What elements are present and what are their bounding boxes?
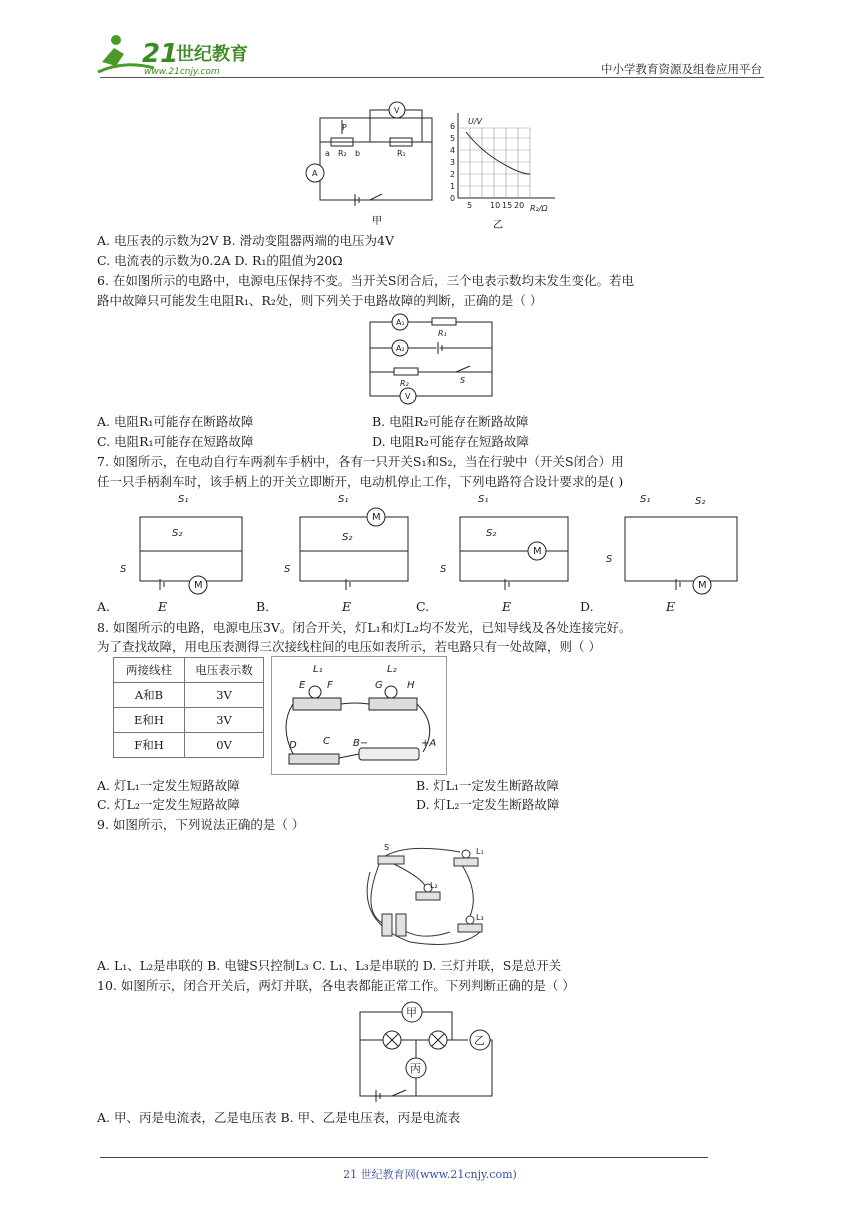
svg-text:V: V bbox=[405, 392, 411, 401]
table-cell: 3V bbox=[185, 708, 264, 733]
q7-b-e: E bbox=[342, 599, 352, 614]
q8-voltage-table bbox=[113, 657, 264, 758]
q5-figures bbox=[300, 98, 570, 233]
svg-text:M: M bbox=[698, 580, 707, 591]
footer-text: 21 世纪教育网(www.21cnjy.com) bbox=[343, 1168, 517, 1181]
svg-text:L₃: L₃ bbox=[476, 913, 484, 922]
svg-text:3: 3 bbox=[450, 158, 456, 167]
svg-text:S₂: S₂ bbox=[486, 528, 497, 539]
svg-text:S₁: S₁ bbox=[178, 494, 189, 505]
svg-text:S: S bbox=[284, 564, 291, 575]
logo-icon bbox=[94, 32, 264, 78]
q10-circuit bbox=[352, 996, 504, 1106]
q8-option-b: B. 灯L₁一定发生断路故障 bbox=[416, 778, 559, 793]
svg-text:M: M bbox=[194, 580, 203, 591]
q7-d-e: E bbox=[666, 599, 676, 614]
svg-text:4: 4 bbox=[450, 146, 456, 155]
q7-c-e: E bbox=[502, 599, 512, 614]
q8-option-d: D. 灯L₂一定发生断路故障 bbox=[416, 797, 560, 812]
q7-option-d: D. bbox=[580, 599, 594, 614]
table-row bbox=[114, 683, 264, 708]
svg-text:P: P bbox=[342, 123, 347, 132]
svg-text:甲: 甲 bbox=[406, 1006, 417, 1019]
svg-text:D: D bbox=[289, 740, 297, 751]
svg-text:S₁: S₁ bbox=[478, 494, 489, 505]
svg-text:世纪教育: 世纪教育 bbox=[176, 44, 248, 65]
svg-text:+A: +A bbox=[421, 738, 437, 749]
footer-divider bbox=[100, 1157, 708, 1158]
svg-text:L₁: L₁ bbox=[476, 847, 484, 856]
table-cell: A和B bbox=[114, 683, 185, 708]
q7-option-c: C. bbox=[416, 599, 430, 614]
q7-option-b: B． bbox=[256, 599, 278, 614]
svg-text:V: V bbox=[394, 106, 400, 115]
q5-options-cd: C. 电流表的示数为0.2A D. R₁的阻值为20Ω bbox=[97, 253, 343, 268]
table-row bbox=[114, 658, 264, 683]
q7-stem-1: 7. 如图所示，在电动自行车两刹车手柄中，各有一只开关S₁和S₂，当在行驶中（开关S闭合）用 bbox=[97, 454, 624, 469]
q7-option-a: A. bbox=[97, 599, 111, 614]
q6-option-c: C. 电阻R₁可能存在短路故障 bbox=[97, 434, 254, 449]
svg-text:乙: 乙 bbox=[493, 220, 503, 231]
svg-text:R₁: R₁ bbox=[438, 329, 447, 338]
svg-text:L₂: L₂ bbox=[387, 664, 397, 675]
table-cell: E和H bbox=[114, 708, 185, 733]
svg-text:F: F bbox=[327, 680, 333, 691]
q7-stem-2: 任一只手柄刹车时，该手柄上的开关立即断开，电动机停止工作，下列电路符合设计要求的是( ) bbox=[97, 474, 624, 489]
svg-text:L₂: L₂ bbox=[430, 881, 438, 890]
q6-option-a: A. 电阻R₁可能存在断路故障 bbox=[97, 414, 254, 429]
svg-text:10: 10 bbox=[490, 201, 501, 210]
svg-text:R₂: R₂ bbox=[338, 149, 347, 158]
svg-text:A: A bbox=[312, 169, 318, 178]
q8-stem-2: 为了查找故障，用电压表测得三次接线柱间的电压如表所示，若电路只有一处故障，则（ ） bbox=[97, 639, 601, 654]
svg-text:S₂: S₂ bbox=[342, 532, 353, 543]
table-row bbox=[114, 733, 264, 758]
svg-text:S: S bbox=[120, 564, 127, 575]
table-header: 两接线柱 bbox=[114, 658, 185, 683]
svg-text:a: a bbox=[325, 149, 330, 158]
table-cell: F和H bbox=[114, 733, 185, 758]
svg-text:20: 20 bbox=[514, 201, 525, 210]
svg-text:2: 2 bbox=[450, 170, 456, 179]
q9-stem: 9. 如图所示，下列说法正确的是（ ） bbox=[97, 817, 305, 832]
svg-text:S₂: S₂ bbox=[695, 496, 706, 507]
svg-text:S₁: S₁ bbox=[640, 494, 651, 505]
q6-option-d: D. 电阻R₂可能存在短路故障 bbox=[372, 434, 529, 449]
q7-a-e: E bbox=[158, 599, 168, 614]
svg-text:b: b bbox=[355, 149, 361, 158]
table-cell: 3V bbox=[185, 683, 264, 708]
svg-text:R₂: R₂ bbox=[400, 379, 409, 388]
svg-text:5: 5 bbox=[467, 201, 473, 210]
svg-text:甲: 甲 bbox=[372, 216, 382, 227]
q8-option-c: C. 灯L₂一定发生短路故障 bbox=[97, 797, 240, 812]
q10-stem: 10. 如图所示，闭合开关后，两灯并联，各电表都能正常工作。下列判断正确的是（ ） bbox=[97, 978, 575, 993]
svg-text:S: S bbox=[606, 554, 613, 565]
svg-text:21: 21 bbox=[142, 39, 179, 69]
svg-text:M: M bbox=[372, 512, 381, 523]
q6-stem-1: 6. 在如图所示的电路中，电源电压保持不变。当开关S闭合后，三个电表示数均未发生变化。若电 bbox=[97, 273, 634, 288]
q6-circuit bbox=[362, 310, 502, 410]
svg-text:5: 5 bbox=[450, 134, 456, 143]
q6-stem-2: 路中故障只可能发生电阻R₁、R₂处，则下列关于电路故障的判断，正确的是（ ） bbox=[97, 293, 543, 308]
table-cell: 0V bbox=[185, 733, 264, 758]
table-header: 电压表示数 bbox=[185, 658, 264, 683]
svg-text:www.21cnjy.com: www.21cnjy.com bbox=[144, 67, 220, 77]
q9-options: A. L₁、L₂是串联的 B. 电键S只控制L₃ C. L₁、L₃是串联的 D. 三灯并联，S是总开关 bbox=[97, 958, 562, 973]
svg-text:S: S bbox=[384, 843, 390, 852]
q9-circuit-photo bbox=[360, 832, 500, 950]
q8-circuit-photo bbox=[271, 656, 447, 776]
svg-text:G: G bbox=[375, 680, 383, 691]
svg-text:S₂: S₂ bbox=[172, 528, 183, 539]
svg-text:A₂: A₂ bbox=[396, 344, 405, 353]
svg-text:R₁: R₁ bbox=[397, 149, 406, 158]
q10-options: A. 甲、丙是电流表，乙是电压表 B. 甲、乙是电压表，丙是电流表 bbox=[97, 1110, 461, 1125]
svg-text:15: 15 bbox=[502, 201, 513, 210]
q8-option-a: A. 灯L₁一定发生短路故障 bbox=[97, 778, 240, 793]
svg-text:S: S bbox=[440, 564, 447, 575]
svg-text:C: C bbox=[323, 736, 330, 747]
svg-text:S: S bbox=[460, 376, 466, 385]
q6-option-b: B. 电阻R₂可能存在断路故障 bbox=[372, 414, 529, 429]
svg-text:0: 0 bbox=[450, 194, 456, 203]
svg-text:A₁: A₁ bbox=[396, 318, 405, 327]
svg-text:R₂/Ω: R₂/Ω bbox=[530, 204, 548, 213]
q5-options-ab: A. 电压表的示数为2V B. 滑动变阻器两端的电压为4V bbox=[97, 233, 395, 248]
svg-text:E: E bbox=[299, 680, 306, 691]
header-divider bbox=[100, 77, 764, 78]
svg-text:6: 6 bbox=[450, 122, 456, 131]
q8-stem-1: 8. 如图所示的电路，电源电压3V。闭合开关，灯L₁和灯L₂均不发光，已知导线及各处连接完好。 bbox=[97, 620, 632, 635]
svg-text:U/V: U/V bbox=[468, 117, 483, 126]
svg-text:乙: 乙 bbox=[474, 1034, 485, 1047]
platform-name: 中小学教育资源及组卷应用平台 bbox=[601, 62, 762, 76]
svg-text:L₁: L₁ bbox=[313, 664, 323, 675]
svg-text:S₁: S₁ bbox=[338, 494, 349, 505]
svg-text:1: 1 bbox=[450, 182, 456, 191]
table-row bbox=[114, 708, 264, 733]
svg-text:H: H bbox=[407, 680, 415, 691]
svg-text:M: M bbox=[533, 546, 542, 557]
svg-text:丙: 丙 bbox=[410, 1062, 421, 1075]
svg-text:B−: B− bbox=[353, 738, 369, 749]
